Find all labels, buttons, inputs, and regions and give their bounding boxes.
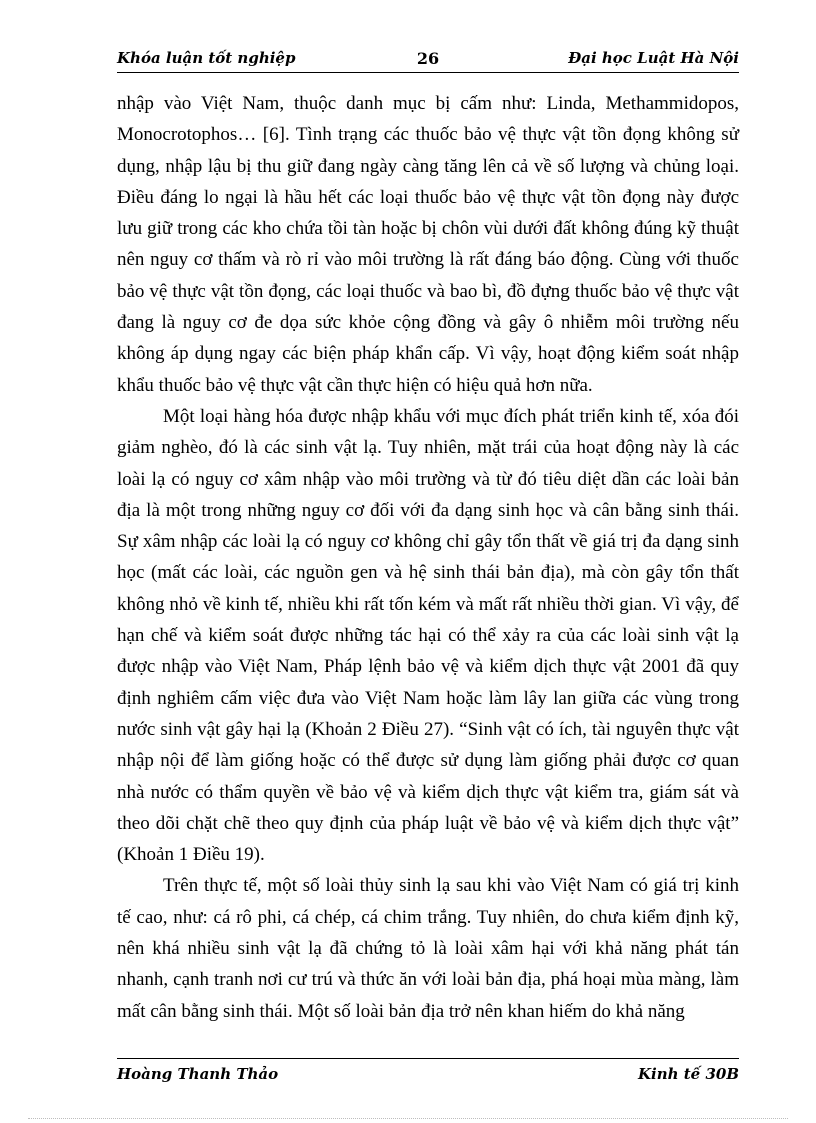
page-footer — [117, 1058, 739, 1085]
paragraph-3: Trên thực tế, một số loài thủy sinh lạ sau khi vào Việt Nam có giá trị kinh tế cao, như: cá rô phi, cá chép, cá chim trắng. Tuy nhiên, do chưa kiểm định kỹ, nên khá nhiều sinh vật lạ đã chứng tỏ là loài xâm hại với khả năng phát tán nhanh, cạnh tranh nơi cư trú và thức ăn với loài bản địa, phá hoại mùa màng, làm mất cân bằng sinh thái. Một số loài bản địa trở nên khan hiếm do khả năng — [117, 875, 739, 1022]
footer-author: Hoàng Thanh Thảo — [117, 1065, 279, 1083]
page-number: 26 — [416, 49, 440, 68]
footer-class: Kinh tế 30B — [637, 1065, 739, 1083]
page-bottom-divider — [28, 1118, 788, 1119]
header-thesis-label: Khóa luận tốt nghiệp — [117, 49, 296, 67]
paragraph-2: Một loại hàng hóa được nhập khẩu với mục đích phát triển kinh tế, xóa đói giảm nghèo, đó là các sinh vật lạ. Tuy nhiên, mặt trái của hoạt động này là các loài lạ có nguy cơ xâm nhập vào môi trường và từ đó tiêu diệt dần các loài bản địa là một trong những nguy cơ đối với đa dạng sinh học và cân bằng sinh thái. Sự xâm nhập các loài lạ có nguy cơ không chỉ gây tổn thất về giá trị đa dạng sinh học (mất các loài, các nguồn gen và hệ sinh thái bản địa), mà còn gây tổn thất không nhỏ về kinh tế, nhiều khi rất tốn kém và mất rất nhiều thời gian. Vì vậy, để hạn chế và kiểm soát được những tác hại có thể xảy ra của các loài sinh vật lạ được nhập vào Việt Nam, Pháp lệnh bảo vệ và kiểm dịch thực vật 2001 đã quy định nghiêm cấm việc đưa vào Việt Nam hoặc làm lây lan giữa các vùng trong nước sinh vật gây hại lạ (Khoản 2 Điều 27). “Sinh vật có ích, tài nguyên thực vật nhập nội để làm giống hoặc có thể được sử dụng làm giống phải được cơ quan nhà nước có thẩm quyền về bảo vệ và kiểm dịch thực vật kiểm tra, giám sát và theo dõi chặt chẽ theo quy định của pháp luật về bảo vệ và kiểm dịch thực vật” (Khoản 1 Điều 19). — [117, 405, 739, 866]
body-text — [117, 88, 739, 1027]
paragraph-1: nhập vào Việt Nam, thuộc danh mục bị cấm như: Linda, Methammidopos, Monocrotophos… [6]. Tình trạng các thuốc bảo vệ thực vật tồn đọng không sử dụng, nhập lậu bị thu giữ đang ngày càng tăng lên cả về số lượng và chủng loại. Điều đáng lo ngại là hầu hết các loại thuốc bảo vệ thực vật tồn đọng này được lưu giữ trong các kho chứa tồi tàn hoặc bị chôn vùi dưới đất không đúng kỹ thuật nên nguy cơ thấm và rò rỉ vào môi trường là rất đáng báo động. Cùng với thuốc bảo vệ thực vật tồn đọng, các loại thuốc và bao bì, đồ đựng thuốc bảo vệ thực vật đang là nguy cơ đe dọa sức khỏe cộng đồng và gây ô nhiễm môi trường nếu không áp dụng ngay các biện pháp khẩn cấp. Vì vậy, hoạt động kiểm soát nhập khẩu thuốc bảo vệ thực vật cần thực hiện có hiệu quả hơn nữa. — [117, 93, 739, 396]
page-header — [117, 44, 739, 73]
header-university-label: Đại học Luật Hà Nội — [568, 49, 739, 67]
